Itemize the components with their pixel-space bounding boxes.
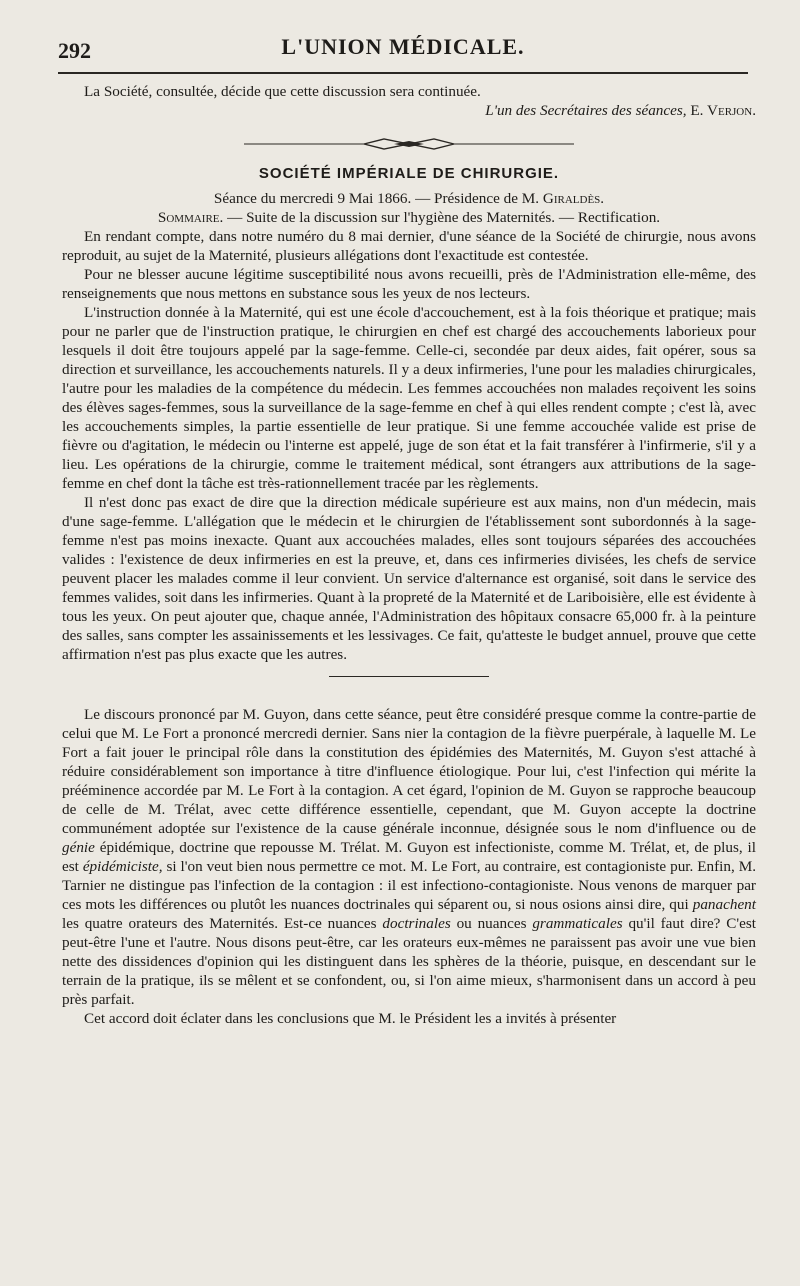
paragraph-5-text-e: ou nuances	[450, 915, 533, 932]
italic-genie: génie	[62, 839, 95, 856]
paragraph-5	[62, 705, 756, 1009]
signature-role: L'un des Secrétaires des séances,	[485, 102, 687, 119]
paragraph-5-text-a: Le discours prononcé par M. Guyon, dans cette séance, peut être considéré presque comme la contre-partie de celui que M. Le Fort a prononcé mercredi dernier. Sans nier la contagion de la fièvre puerpérale, à laquelle M. Le Fort a fait jouer le principal rôle dans la constitution des épidémies des Maternités, M. Guyon s'est attaché à réduire considérablement son importance à titre d'influence étiologique. Pour lui, c'est l'infection qui mérite la prééminence accordée par M. Le Fort à la contagion. A cet égard, l'opinion de M. Guyon se rapproche beaucoup de celle de M. Trélat, avec cette différence essentielle, cependant, que M. Guyon accepte la doctrine communément adoptée sur l'existence de la cause générale inconnue, désignée sous le nom d'influence ou de	[62, 706, 756, 837]
sommaire-label: Sommaire.	[157, 209, 224, 226]
paragraph-1: En rendant compte, dans notre numéro du 8 mai dernier, d'une séance de la Société de chirurgie, nous avons reproduit, au sujet de la Maternité, plusieurs allégations dont l'exactitude est contestée.	[62, 228, 756, 264]
session-date: Séance du mercredi 9 Mai 1866. — Présidence de M.	[213, 190, 540, 207]
paragraph-5-text-f: qu'il faut dire? C'est peut-être l'une et l'autre. Nous disons peut-être, car les orateurs eux-mêmes ne paraissent pas avoir une vue bien nette des dissidences d'opinion qui les distinguent dans les sphères de la théorie, puisque, en descendant sur le terrain de la pratique, ils se mêlent et se confondent, ou, si l'on aime mieux, s'harmonisent dans un accord à peu près parfait.	[62, 915, 756, 1008]
session-line	[62, 189, 756, 208]
italic-grammaticales: grammaticales	[532, 915, 623, 932]
paragraph-2: Pour ne blesser aucune légitime susceptibilité nous avons recueilli, près de l'Administration elle-même, des renseignements que nous mettons en substance sous les yeux de nos lecteurs.	[62, 266, 756, 302]
paragraph-6: Cet accord doit éclater dans les conclusions que M. le Président les a invités à présenter	[84, 1010, 617, 1027]
session-president: Giraldès.	[542, 190, 605, 207]
signature-name: E. Verjon.	[690, 102, 756, 119]
page-header	[58, 30, 748, 64]
sommaire-text: — Suite de la discussion sur l'hygiène des Maternités. — Rectification.	[223, 209, 661, 226]
section-break-rule	[329, 676, 489, 677]
sommaire-line	[62, 208, 756, 227]
section-title: SOCIÉTÉ IMPÉRIALE DE CHIRURGIE.	[258, 165, 560, 182]
ornament-divider	[244, 136, 574, 152]
paragraph-5-text-c: si l'on veut bien nous permettre ce mot. M. Le Fort, au contraire, est contagioniste pur. Enfin, M. Tarnier ne distingue pas l'infection de la contagion : il est infectiono-contagioniste. Nous venons de marquer par ces mots les différences ou plutôt les nuances doctrinales qui séparent ou, si nous osions ainsi dire, qui	[62, 858, 757, 913]
signature-line	[62, 101, 756, 120]
paragraph-5-text-b: épidémique, doctrine que repousse M. Trélat. M. Guyon est infectioniste, comme M. Trélat, et, de plus, il est	[62, 839, 756, 875]
paragraph-5-text-d: les quatre orateurs des Maternités. Est-ce nuances	[62, 915, 383, 932]
page-number: 292	[58, 38, 91, 63]
article-body	[62, 82, 756, 1028]
italic-epidemiciste: épidémiciste,	[82, 858, 163, 875]
paragraph-4: Il n'est donc pas exact de dire que la direction médicale supérieure est aux mains, non d'un médecin, mais d'une sage-femme. L'allégation que le médecin et le chirurgien de l'établissement sont subordonnés à la sage-femme n'est pas moins inexacte. Quant aux accouchées malades, elles sont toujours séparées des accouchées valides : l'existence de deux infirmeries en est la preuve, et, dans ces infirmeries divisées, les chefs de service peuvent placer les malades comme il leur convient. Un service d'alternance est organisé, soit dans le service des femmes valides, soit dans les infirmeries. Quant à la propreté de la Maternité et de Lariboisière, elle est évidente à tous les yeux. On peut ajouter que, chaque année, l'Administration des hôpitaux consacre 65,000 fr. à la peinture des salles, sans compter les assainissements et les lessivages. Ce fait, qu'atteste le budget annuel, prouve que cette affirmation n'est pas plus exacte que les autres.	[62, 494, 756, 663]
header-rule	[58, 72, 748, 74]
paragraph-3: L'instruction donnée à la Maternité, qui est une école d'accouchement, est à la fois théorique et pratique; mais pour ne parler que de l'instruction pratique, le chirurgien en chef est chargé des accouchements laborieux pour lesquels il doit être toujours appelé par la sage-femme. Celle-ci, secondée par deux aides, fait opérer, sous sa direction et surveillance, les accouchements naturels. Il y a deux infirmeries, l'une pour les maladies chirurgicales, l'autre pour les maladies de la compétence du médecin. Les femmes accouchées non malades reçoivent les soins des élèves sages-femmes, sous la surveillance de la sage-femme en chef à qui elles rendent compte ; c'est là, avec les accouchements simples, la partie essentielle de leur pratique. Si une femme accouchée valide est prise de fièvre ou d'agitation, le médecin ou l'interne est appelé, juge de son état et la fait transférer à l'infirmerie, s'il y a lieu. Les opérations de la chirurgie, comme le traitement médical, sont étrangers aux attributions de la sage-femme en chef dont la tâche est très-rationnellement tracée par les règlements.	[62, 304, 756, 492]
italic-doctrinales: doctrinales	[382, 915, 451, 932]
running-title: L'UNION MÉDICALE.	[281, 34, 525, 59]
decision-paragraph: La Société, consultée, décide que cette discussion sera continuée.	[84, 83, 481, 100]
italic-panachent: panachent	[692, 896, 756, 913]
